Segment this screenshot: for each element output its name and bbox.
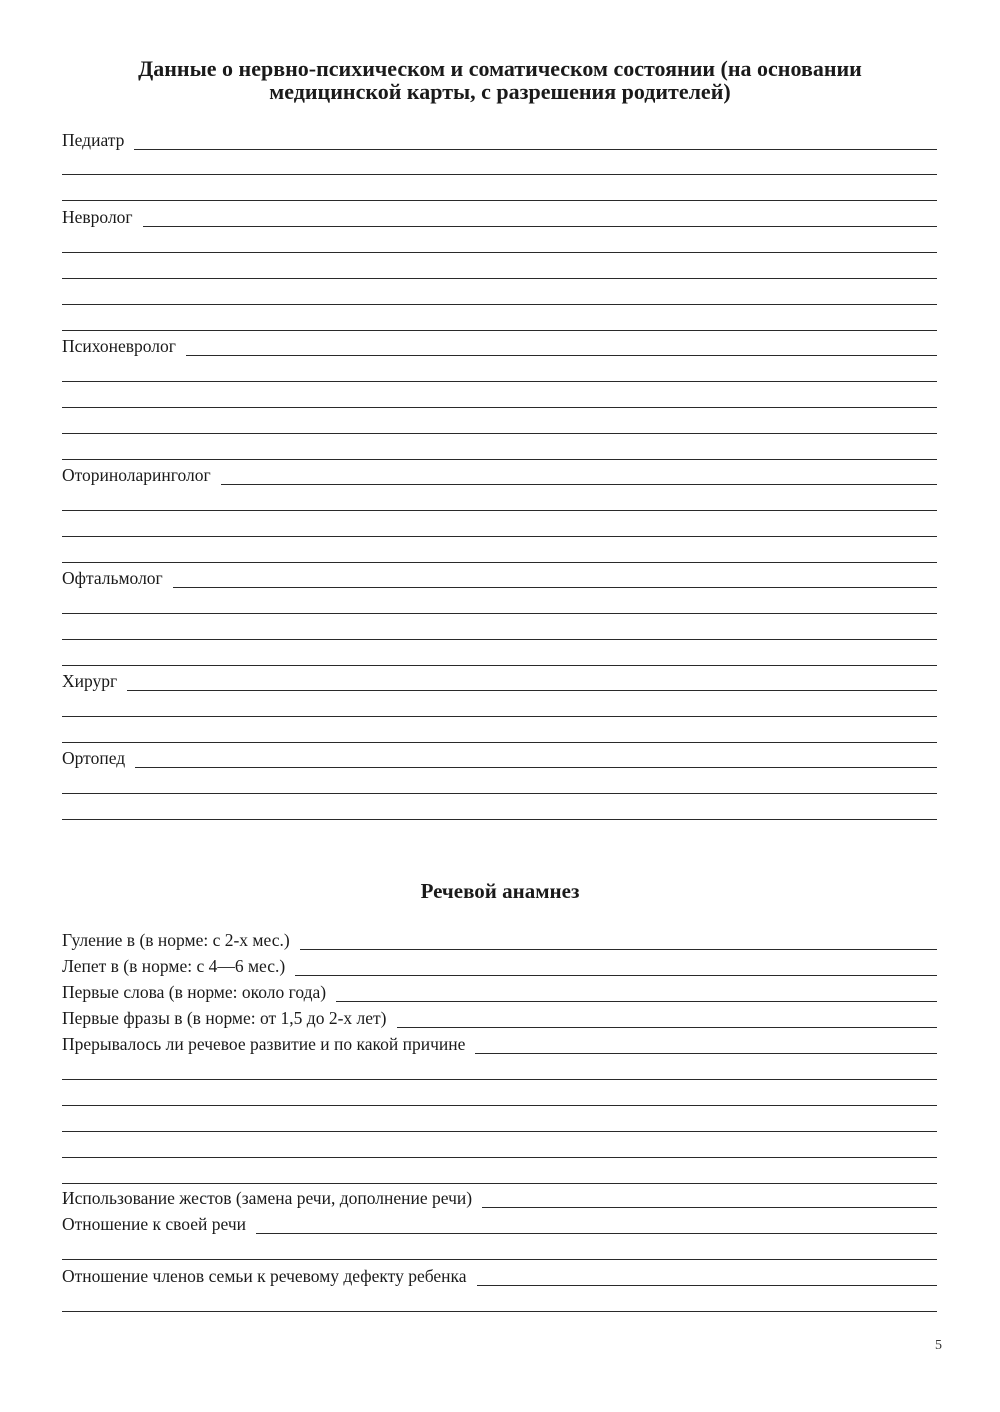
answer-line[interactable] xyxy=(62,1105,937,1106)
answer-line[interactable] xyxy=(62,716,937,717)
answer-line[interactable] xyxy=(62,407,937,408)
answer-line[interactable] xyxy=(62,639,937,640)
field-label: Гуление в (в норме: с 2-х мес.) xyxy=(62,930,300,950)
page-title-line-1: Данные о нервно-психическом и соматическом состоянии (на основании xyxy=(138,56,862,81)
answer-line xyxy=(62,767,937,768)
answer-line[interactable] xyxy=(62,1311,937,1312)
field-label: Ортопед xyxy=(62,748,135,768)
field-attitude-own-speech[interactable] xyxy=(62,1210,937,1234)
field-surgeon[interactable] xyxy=(62,667,937,691)
answer-line[interactable] xyxy=(62,459,937,460)
answer-line[interactable] xyxy=(62,742,937,743)
answer-line xyxy=(62,226,937,227)
answer-line[interactable] xyxy=(62,665,937,666)
field-label: Первые фразы в (в норме: от 1,5 до 2-х лет) xyxy=(62,1008,397,1028)
field-label: Хирург xyxy=(62,671,127,691)
page-number: 5 xyxy=(935,1338,942,1353)
answer-line[interactable] xyxy=(62,510,937,511)
field-label: Отношение к своей речи xyxy=(62,1214,256,1234)
answer-line[interactable] xyxy=(62,536,937,537)
answer-line[interactable] xyxy=(62,174,937,175)
answer-line[interactable] xyxy=(62,562,937,563)
field-label: Офтальмолог xyxy=(62,568,173,588)
answer-line xyxy=(62,587,937,588)
field-pediatrician[interactable] xyxy=(62,126,937,150)
field-cooing[interactable] xyxy=(62,926,937,950)
field-label: Использование жестов (замена речи, дополнение речи) xyxy=(62,1188,482,1208)
answer-line[interactable] xyxy=(62,304,937,305)
answer-line[interactable] xyxy=(62,613,937,614)
answer-line[interactable] xyxy=(62,1259,937,1260)
field-psychoneurologist[interactable] xyxy=(62,332,937,356)
field-babbling[interactable] xyxy=(62,952,937,976)
answer-line[interactable] xyxy=(62,330,937,331)
answer-line[interactable] xyxy=(62,793,937,794)
field-label: Прерывалось ли речевое развитие и по какой причине xyxy=(62,1034,475,1054)
answer-line[interactable] xyxy=(62,1079,937,1080)
field-label: Первые слова (в норме: около года) xyxy=(62,982,336,1002)
section-heading: Речевой анамнез xyxy=(420,879,580,903)
answer-line[interactable] xyxy=(62,433,937,434)
field-otorhinolaryngologist[interactable] xyxy=(62,461,937,485)
field-neurologist[interactable] xyxy=(62,203,937,227)
field-label: Лепет в (в норме: с 4—6 мес.) xyxy=(62,956,295,976)
field-ophthalmologist[interactable] xyxy=(62,564,937,588)
field-first-phrases[interactable] xyxy=(62,1004,937,1028)
answer-line xyxy=(62,355,937,356)
answer-line[interactable] xyxy=(62,1157,937,1158)
page-title-line-2: медицинской карты, с разрешения родителей) xyxy=(269,79,731,104)
answer-line[interactable] xyxy=(62,1131,937,1132)
field-label: Невролог xyxy=(62,207,143,227)
answer-line xyxy=(62,690,937,691)
field-label: Психоневролог xyxy=(62,336,186,356)
field-first-words[interactable] xyxy=(62,978,937,1002)
answer-line[interactable] xyxy=(62,381,937,382)
answer-line xyxy=(62,149,937,150)
field-speech-interruption[interactable] xyxy=(62,1030,937,1054)
answer-line[interactable] xyxy=(62,819,937,820)
field-gestures[interactable] xyxy=(62,1184,937,1208)
field-label: Отношение членов семьи к речевому дефекту ребенка xyxy=(62,1266,477,1286)
field-orthopedist[interactable] xyxy=(62,744,937,768)
answer-line[interactable] xyxy=(62,200,937,201)
field-label: Оториноларинголог xyxy=(62,465,221,485)
answer-line[interactable] xyxy=(62,252,937,253)
field-label: Педиатр xyxy=(62,130,134,150)
answer-line[interactable] xyxy=(62,278,937,279)
field-family-attitude[interactable] xyxy=(62,1262,937,1286)
